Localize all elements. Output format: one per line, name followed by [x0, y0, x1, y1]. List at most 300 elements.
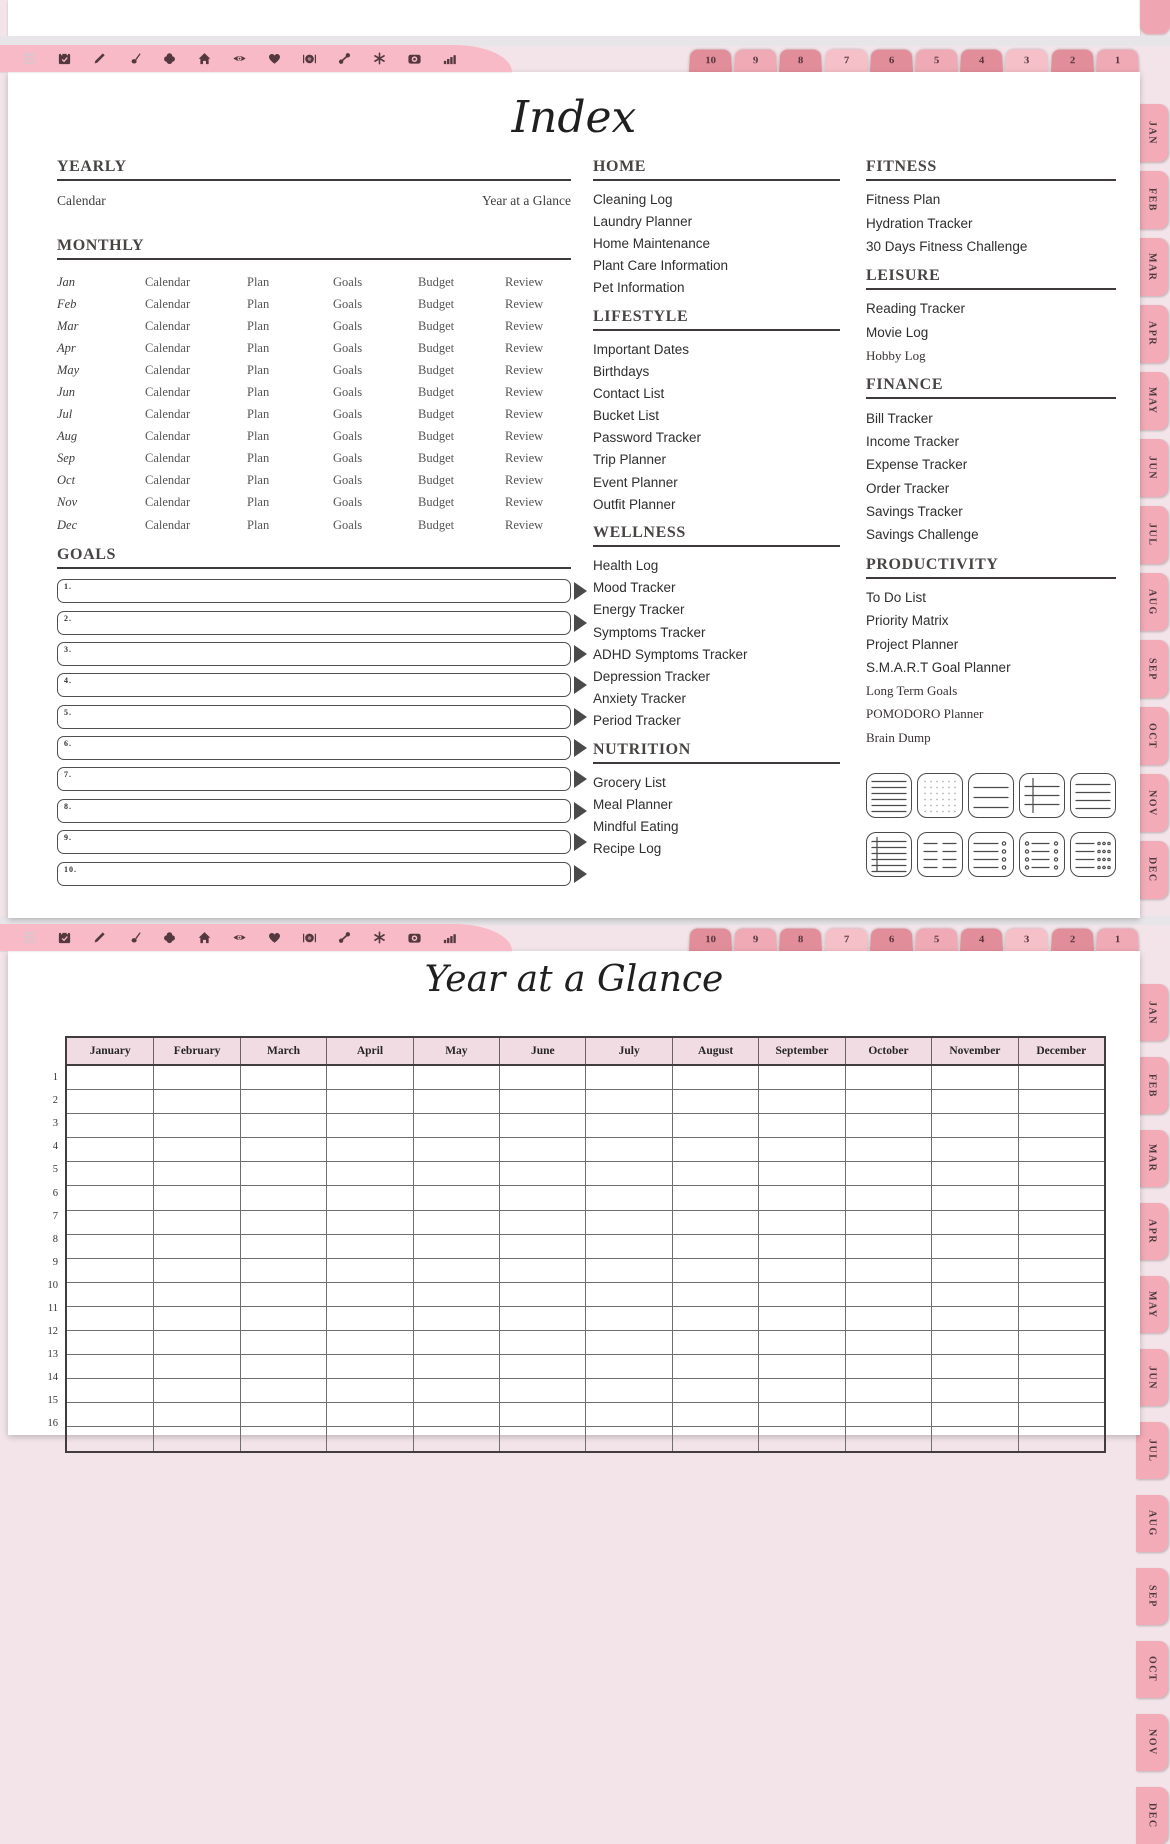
- glance-cell: [67, 1066, 153, 1089]
- page-tab-5[interactable]: 5: [915, 50, 958, 72]
- row-number: 1: [52, 1072, 58, 1084]
- index-link[interactable]: POMODORO Planner: [866, 706, 984, 722]
- month-tab-label: FEB: [1146, 188, 1158, 212]
- page-tab-7[interactable]: 7: [825, 929, 868, 951]
- index-link[interactable]: Plant Care Information: [593, 258, 729, 274]
- page-tab-1[interactable]: 1: [1096, 929, 1139, 951]
- glance-cell: [240, 1283, 326, 1306]
- glance-cell: [845, 1114, 931, 1137]
- index-link[interactable]: Mood Tracker: [593, 580, 676, 596]
- arrow-icon: [574, 708, 587, 726]
- link-jan-calendar[interactable]: Calendar: [145, 274, 191, 289]
- link-jan-plan[interactable]: Plan: [247, 274, 270, 289]
- glance-cell: [413, 1427, 499, 1450]
- glance-cell: [931, 1138, 1017, 1161]
- month-tab-jun[interactable]: [1136, 1349, 1168, 1406]
- pencil-icon[interactable]: [92, 51, 107, 66]
- glance-cell: [1018, 1090, 1104, 1113]
- link-may-goals[interactable]: Goals: [333, 362, 363, 377]
- link-jun-plan[interactable]: Plan: [247, 385, 270, 400]
- month-tab-feb[interactable]: [1136, 171, 1168, 229]
- index-link[interactable]: Energy Tracker: [593, 602, 685, 618]
- link-apr-goals[interactable]: Goals: [333, 340, 363, 355]
- section-heading: NUTRITION: [593, 741, 840, 764]
- glance-cell: [931, 1066, 1017, 1089]
- glance-cell: [585, 1259, 671, 1282]
- glance-cell: [585, 1355, 671, 1378]
- glance-cell: [585, 1283, 671, 1306]
- link-feb-plan[interactable]: Plan: [247, 296, 270, 311]
- index-link[interactable]: Symptoms Tracker: [593, 624, 706, 640]
- index-link[interactable]: Expense Tracker: [866, 457, 968, 473]
- index-link[interactable]: Order Tracker: [866, 480, 950, 496]
- month-tab-mar[interactable]: [1136, 1130, 1168, 1187]
- index-link[interactable]: Event Planner: [593, 474, 678, 490]
- month-tab-apr[interactable]: [1136, 1203, 1168, 1260]
- page-tab-9[interactable]: 9: [734, 50, 777, 72]
- eye-icon[interactable]: [232, 930, 247, 945]
- glance-cell: [672, 1403, 758, 1426]
- index-link[interactable]: Anxiety Tracker: [593, 691, 687, 707]
- month-tab-sep[interactable]: [1136, 640, 1168, 698]
- glance-cell: [499, 1355, 585, 1378]
- month-tab-jul[interactable]: [1136, 506, 1168, 564]
- page-tab-7[interactable]: 7: [825, 50, 868, 72]
- link-may-calendar[interactable]: Calendar: [145, 362, 191, 377]
- flower-icon[interactable]: [162, 930, 177, 945]
- left-line-ruled-paper-icon[interactable]: [866, 832, 912, 877]
- previous-side-tab[interactable]: [1140, 0, 1170, 34]
- link-sep-calendar[interactable]: Calendar: [145, 451, 191, 466]
- link-jan-review[interactable]: Review: [505, 274, 544, 289]
- month-tab-aug[interactable]: [1136, 1495, 1168, 1552]
- home-icon[interactable]: [197, 930, 212, 945]
- month-tab-label: MAY: [1146, 387, 1158, 415]
- page-tab-3[interactable]: 3: [1005, 50, 1048, 72]
- month-tab-dec[interactable]: [1136, 841, 1168, 899]
- link-oct-calendar[interactable]: Calendar: [145, 473, 191, 488]
- glance-cell: [240, 1114, 326, 1137]
- glance-cell: [240, 1355, 326, 1378]
- month-label: Jan: [57, 274, 76, 289]
- link-feb-calendar[interactable]: Calendar: [145, 296, 191, 311]
- glance-cell: [1018, 1403, 1104, 1426]
- index-link[interactable]: 30 Days Fitness Challenge: [866, 238, 1028, 254]
- page-tab-2[interactable]: 2: [1051, 929, 1094, 951]
- dining-icon[interactable]: [302, 930, 317, 945]
- goal-input[interactable]: [57, 611, 571, 635]
- glance-cell: [1018, 1283, 1104, 1306]
- glance-row: [67, 1113, 1104, 1137]
- index-link[interactable]: Savings Tracker: [866, 504, 963, 520]
- month-tab-oct[interactable]: [1136, 1641, 1168, 1698]
- index-link[interactable]: Health Log: [593, 558, 659, 574]
- row-number: 9: [52, 1256, 58, 1268]
- glance-cell: [499, 1235, 585, 1258]
- link-aug-plan[interactable]: Plan: [247, 429, 270, 444]
- glance-month-header: October: [845, 1038, 931, 1064]
- index-link[interactable]: Depression Tracker: [593, 668, 711, 684]
- glance-cell: [413, 1355, 499, 1378]
- page-tab-3[interactable]: 3: [1005, 929, 1048, 951]
- glance-cell: [326, 1090, 412, 1113]
- link-jun-goals[interactable]: Goals: [333, 385, 363, 400]
- row-number: 7: [52, 1210, 58, 1222]
- glance-cell: [240, 1307, 326, 1330]
- link-jul-budget[interactable]: Budget: [418, 407, 455, 422]
- page-tab-5[interactable]: 5: [915, 929, 958, 951]
- link-apr-calendar[interactable]: Calendar: [145, 340, 191, 355]
- link-aug-calendar[interactable]: Calendar: [145, 429, 191, 444]
- month-tab-label: SEP: [1146, 1585, 1158, 1608]
- pencil-icon[interactable]: [92, 930, 107, 945]
- page-tab-8[interactable]: 8: [779, 50, 822, 72]
- goal-input[interactable]: [57, 862, 571, 886]
- link-feb-review[interactable]: Review: [505, 296, 544, 311]
- glance-cell: [758, 1114, 844, 1137]
- month-tab-sep[interactable]: [1136, 1568, 1168, 1625]
- glance-cell: [758, 1186, 844, 1209]
- index-link[interactable]: Grocery List: [593, 774, 666, 790]
- camera-icon[interactable]: [407, 930, 422, 945]
- glance-cell: [758, 1307, 844, 1330]
- section-heading: LEISURE: [866, 267, 1116, 290]
- glance-table: [65, 1036, 1106, 1453]
- monthly-row: [57, 470, 571, 492]
- glance-cell: [672, 1427, 758, 1450]
- month-tab-label: DEC: [1146, 1802, 1158, 1829]
- heart-icon[interactable]: [267, 930, 282, 945]
- glance-cell: [585, 1379, 671, 1402]
- glance-cell: [1018, 1427, 1104, 1450]
- link-may-plan[interactable]: Plan: [247, 362, 270, 377]
- glance-row: [67, 1234, 1104, 1258]
- goal-input[interactable]: [57, 736, 571, 760]
- page-tab-8[interactable]: 8: [779, 929, 822, 951]
- glance-cell: [153, 1066, 239, 1089]
- link-aug-budget[interactable]: Budget: [418, 429, 455, 444]
- link-jun-calendar[interactable]: Calendar: [145, 385, 191, 400]
- index-col-middle: [593, 158, 840, 869]
- index-section: [593, 524, 840, 732]
- month-tab-label: OCT: [1146, 1656, 1158, 1683]
- index-link[interactable]: Calendar: [57, 193, 106, 208]
- index-link[interactable]: Priority Matrix: [866, 613, 949, 629]
- glance-cell: [931, 1403, 1017, 1426]
- wide-ruled-paper-icon[interactable]: [968, 773, 1014, 818]
- link-feb-budget[interactable]: Budget: [418, 296, 455, 311]
- goal-input[interactable]: [57, 579, 571, 603]
- grid-icon[interactable]: [22, 51, 37, 66]
- dashed-ruled-paper-icon[interactable]: [917, 832, 963, 877]
- link-oct-plan[interactable]: Plan: [247, 473, 270, 488]
- section-items: [593, 338, 840, 516]
- index-link[interactable]: Hobby Log: [866, 347, 926, 363]
- month-tab-oct[interactable]: [1136, 707, 1168, 765]
- camera-icon[interactable]: [407, 51, 422, 66]
- flower-icon[interactable]: [162, 51, 177, 66]
- link-nov-goals[interactable]: Goals: [333, 495, 363, 510]
- glance-cell: [67, 1186, 153, 1209]
- link-dec-goals[interactable]: Goals: [333, 517, 363, 532]
- link-oct-goals[interactable]: Goals: [333, 473, 363, 488]
- section-items: [593, 771, 840, 860]
- dot-grid-paper-icon[interactable]: [917, 773, 963, 818]
- grid-icon[interactable]: [22, 930, 37, 945]
- month-tab-label: AUG: [1146, 1510, 1158, 1537]
- index-link[interactable]: Movie Log: [866, 324, 929, 340]
- calendar-icon[interactable]: [57, 51, 72, 66]
- bullet-ruled-paper-icon[interactable]: [968, 832, 1014, 877]
- link-may-budget[interactable]: Budget: [418, 362, 455, 377]
- glance-cell: [758, 1355, 844, 1378]
- month-tab-jan[interactable]: [1136, 984, 1168, 1041]
- index-link[interactable]: Birthdays: [593, 363, 650, 379]
- link-jul-plan[interactable]: Plan: [247, 407, 270, 422]
- index-link[interactable]: Outfit Planner: [593, 496, 676, 512]
- dotted-ruled-paper-icon[interactable]: [1070, 832, 1116, 877]
- calendar-icon[interactable]: [57, 930, 72, 945]
- index-link[interactable]: Bill Tracker: [866, 410, 933, 426]
- number-tabs: [688, 927, 1140, 951]
- glance-cell: [931, 1211, 1017, 1234]
- index-link[interactable]: Period Tracker: [593, 713, 681, 729]
- link-nov-plan[interactable]: Plan: [247, 495, 270, 510]
- dumbbell-icon[interactable]: [337, 51, 352, 66]
- glance-cell: [672, 1355, 758, 1378]
- index-link[interactable]: Project Planner: [866, 636, 959, 652]
- glance-cell: [931, 1186, 1017, 1209]
- home-icon[interactable]: [197, 51, 212, 66]
- glance-header: [65, 1036, 1106, 1066]
- index-link[interactable]: Pet Information: [593, 280, 685, 296]
- glance-cell: [153, 1114, 239, 1137]
- index-link[interactable]: Recipe Log: [593, 841, 662, 857]
- link-jan-goals[interactable]: Goals: [333, 274, 363, 289]
- glance-cell: [153, 1355, 239, 1378]
- link-sep-goals[interactable]: Goals: [333, 451, 363, 466]
- snowflake-icon[interactable]: [372, 51, 387, 66]
- goal-input[interactable]: [57, 830, 571, 854]
- goal-input[interactable]: [57, 767, 571, 791]
- index-link[interactable]: Cleaning Log: [593, 191, 673, 207]
- link-oct-budget[interactable]: Budget: [418, 473, 455, 488]
- page-tab-4[interactable]: 4: [960, 50, 1003, 72]
- month-tab-jul[interactable]: [1136, 1422, 1168, 1479]
- month-tab-nov[interactable]: [1136, 774, 1168, 832]
- page-tab-4[interactable]: 4: [960, 929, 1003, 951]
- eye-icon[interactable]: [232, 51, 247, 66]
- glance-cell: [758, 1090, 844, 1113]
- dumbbell-icon[interactable]: [337, 930, 352, 945]
- link-nov-review[interactable]: Review: [505, 495, 544, 510]
- link-jul-review[interactable]: Review: [505, 407, 544, 422]
- link-jan-budget[interactable]: Budget: [418, 274, 455, 289]
- section-heading: FITNESS: [866, 158, 1116, 181]
- link-jul-calendar[interactable]: Calendar: [145, 407, 191, 422]
- glance-cell: [326, 1379, 412, 1402]
- month-tabs: [1136, 984, 1168, 1844]
- glance-cell: [931, 1162, 1017, 1185]
- glance-cell: [672, 1331, 758, 1354]
- glance-row: [67, 1330, 1104, 1354]
- link-mar-calendar[interactable]: Calendar: [145, 318, 191, 333]
- glance-cell: [758, 1283, 844, 1306]
- month-tab-dec[interactable]: [1136, 1787, 1168, 1844]
- link-dec-calendar[interactable]: Calendar: [145, 517, 191, 532]
- index-link[interactable]: Hydration Tracker: [866, 215, 973, 231]
- link-feb-goals[interactable]: Goals: [333, 296, 363, 311]
- bar-chart-icon[interactable]: [442, 51, 457, 66]
- row-number: 8: [52, 1233, 58, 1245]
- month-tab-apr[interactable]: [1136, 305, 1168, 363]
- link-mar-plan[interactable]: Plan: [247, 318, 270, 333]
- page-tab-10[interactable]: 10: [689, 929, 732, 951]
- month-tab-jun[interactable]: [1136, 439, 1168, 497]
- index-link[interactable]: ADHD Symptoms Tracker: [593, 646, 748, 662]
- index-link[interactable]: Laundry Planner: [593, 213, 693, 229]
- index-link[interactable]: Fitness Plan: [866, 192, 941, 208]
- link-mar-budget[interactable]: Budget: [418, 318, 455, 333]
- index-section: [593, 308, 840, 516]
- month-tab-mar[interactable]: [1136, 238, 1168, 296]
- glance-cell: [326, 1066, 412, 1089]
- glance-cell: [1018, 1379, 1104, 1402]
- paintbrush-icon[interactable]: [127, 930, 142, 945]
- page-tab-6[interactable]: 6: [870, 50, 913, 72]
- glance-cell: [585, 1114, 671, 1137]
- glance-cell: [240, 1331, 326, 1354]
- link-nov-calendar[interactable]: Calendar: [145, 495, 191, 510]
- glance-cell: [326, 1186, 412, 1209]
- margin-ruled-paper-icon[interactable]: [1019, 773, 1065, 818]
- page-tab-6[interactable]: 6: [870, 929, 913, 951]
- index-link[interactable]: Mindful Eating: [593, 818, 679, 834]
- ruled-paper-icon[interactable]: [866, 773, 912, 818]
- snowflake-icon[interactable]: [372, 930, 387, 945]
- goal-input[interactable]: [57, 673, 571, 697]
- month-tab-jan[interactable]: [1136, 104, 1168, 162]
- month-tab-aug[interactable]: [1136, 573, 1168, 631]
- page-tab-1[interactable]: 1: [1096, 50, 1139, 72]
- arrow-icon: [574, 676, 587, 694]
- page-title: Index: [511, 92, 637, 143]
- page-tab-9[interactable]: 9: [734, 929, 777, 951]
- link-may-review[interactable]: Review: [505, 362, 544, 377]
- index-link[interactable]: Year at a Glance: [482, 193, 571, 208]
- glance-cell: [931, 1355, 1017, 1378]
- glance-cell: [672, 1162, 758, 1185]
- index-link[interactable]: Meal Planner: [593, 796, 673, 812]
- link-jun-budget[interactable]: Budget: [418, 385, 455, 400]
- section-items: [593, 188, 840, 299]
- glance-cell: [67, 1259, 153, 1282]
- glance-cell: [67, 1114, 153, 1137]
- link-mar-review[interactable]: Review: [505, 318, 544, 333]
- goal-input[interactable]: [57, 705, 571, 729]
- index-link[interactable]: S.M.A.R.T Goal Planner: [866, 660, 1011, 676]
- glance-cell: [845, 1090, 931, 1113]
- index-link[interactable]: Trip Planner: [593, 452, 667, 468]
- glance-cell: [845, 1259, 931, 1282]
- glance-cell: [1018, 1259, 1104, 1282]
- glance-cell: [153, 1090, 239, 1113]
- month-label: Jun: [57, 385, 76, 400]
- glance-row: [67, 1258, 1104, 1282]
- link-jul-goals[interactable]: Goals: [333, 407, 363, 422]
- dining-icon[interactable]: [302, 51, 317, 66]
- monthly-row: [57, 448, 571, 470]
- index-link[interactable]: Password Tracker: [593, 430, 702, 446]
- paintbrush-icon[interactable]: [127, 51, 142, 66]
- month-tab-may[interactable]: [1136, 1276, 1168, 1333]
- link-sep-review[interactable]: Review: [505, 451, 544, 466]
- link-sep-budget[interactable]: Budget: [418, 451, 455, 466]
- glance-month-header: September: [758, 1038, 844, 1064]
- glance-cell: [585, 1235, 671, 1258]
- heart-icon[interactable]: [267, 51, 282, 66]
- index-link[interactable]: Reading Tracker: [866, 301, 966, 317]
- month-tab-feb[interactable]: [1136, 1057, 1168, 1114]
- glance-cell: [67, 1331, 153, 1354]
- link-apr-plan[interactable]: Plan: [247, 340, 270, 355]
- checklist-paper-icon[interactable]: [1019, 832, 1065, 877]
- index-link[interactable]: Contact List: [593, 385, 665, 401]
- link-aug-goals[interactable]: Goals: [333, 429, 363, 444]
- index-link[interactable]: Long Term Goals: [866, 682, 958, 698]
- index-link[interactable]: Brain Dump: [866, 729, 931, 745]
- glance-cell: [585, 1186, 671, 1209]
- bar-chart-icon[interactable]: [442, 930, 457, 945]
- glance-cell: [326, 1162, 412, 1185]
- goal-input[interactable]: [57, 799, 571, 823]
- index-link[interactable]: Home Maintenance: [593, 235, 711, 251]
- glance-cell: [67, 1307, 153, 1330]
- link-oct-review[interactable]: Review: [505, 473, 544, 488]
- glance-cell: [931, 1379, 1017, 1402]
- link-apr-budget[interactable]: Budget: [418, 340, 455, 355]
- page-tab-10[interactable]: 10: [689, 50, 732, 72]
- index-link[interactable]: Income Tracker: [866, 433, 960, 449]
- glance-cell: [153, 1138, 239, 1161]
- index-link[interactable]: Important Dates: [593, 341, 690, 357]
- month-tab-may[interactable]: [1136, 372, 1168, 430]
- page-tab-2[interactable]: 2: [1051, 50, 1094, 72]
- link-dec-review[interactable]: Review: [505, 517, 544, 532]
- link-nov-budget[interactable]: Budget: [418, 495, 455, 510]
- link-aug-review[interactable]: Review: [505, 429, 544, 444]
- glance-cell: [845, 1355, 931, 1378]
- glance-cell: [585, 1331, 671, 1354]
- link-jun-review[interactable]: Review: [505, 385, 544, 400]
- index-link[interactable]: Savings Challenge: [866, 527, 979, 543]
- glance-row: [67, 1066, 1104, 1089]
- glance-cell: [67, 1355, 153, 1378]
- index-link[interactable]: Bucket List: [593, 408, 660, 424]
- link-sep-plan[interactable]: Plan: [247, 451, 270, 466]
- link-dec-budget[interactable]: Budget: [418, 517, 455, 532]
- month-tab-nov[interactable]: [1136, 1714, 1168, 1771]
- link-mar-goals[interactable]: Goals: [333, 318, 363, 333]
- month-label: Apr: [57, 340, 76, 355]
- link-dec-plan[interactable]: Plan: [247, 517, 270, 532]
- medium-ruled-paper-icon[interactable]: [1070, 773, 1116, 818]
- month-tab-label: MAY: [1146, 1290, 1158, 1319]
- goal-input[interactable]: [57, 642, 571, 666]
- index-link[interactable]: To Do List: [866, 589, 927, 605]
- arrow-icon: [574, 770, 587, 788]
- link-apr-review[interactable]: Review: [505, 340, 544, 355]
